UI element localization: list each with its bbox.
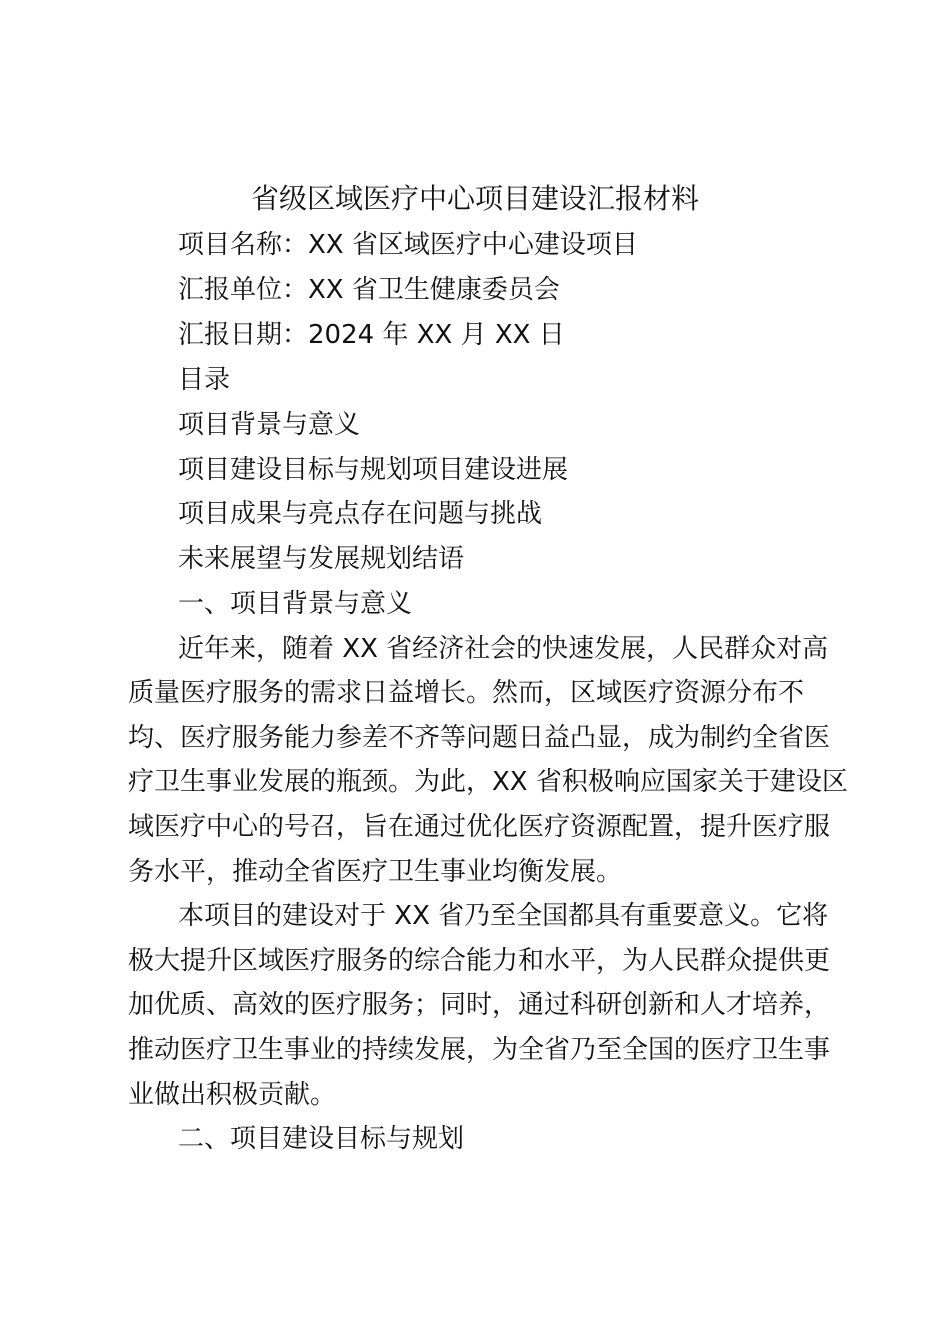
report-date-line: 汇报日期：2024 年 XX 月 XX 日 <box>178 320 565 350</box>
paragraph-1-line: 务水平，推动全省医疗卫生事业均衡发展。 <box>128 857 623 887</box>
toc-heading: 目录 <box>178 365 231 395</box>
toc-item: 项目成果与亮点存在问题与挑战 <box>178 499 543 529</box>
report-unit-line: 汇报单位：XX 省卫生健康委员会 <box>178 275 560 305</box>
paragraph-2-line: 加优质、高效的医疗服务；同时，通过科研创新和人才培养， <box>128 990 831 1020</box>
toc-item: 项目背景与意义 <box>178 410 361 440</box>
toc-item: 项目建设目标与规划项目建设进展 <box>178 455 569 485</box>
paragraph-1-line: 疗卫生事业发展的瓶颈。为此，XX 省积极响应国家关于建设区 <box>128 767 848 797</box>
paragraph-1-line: 域医疗中心的号召，旨在通过优化医疗资源配置，提升医疗服 <box>128 812 831 842</box>
paragraph-2-line: 极大提升区域医疗服务的综合能力和水平，为人民群众提供更 <box>128 946 831 976</box>
project-name-line: 项目名称：XX 省区域医疗中心建设项目 <box>178 230 638 260</box>
paragraph-1-line: 均、医疗服务能力参差不齐等问题日益凸显，成为制约全省医 <box>128 723 831 753</box>
section-heading-1: 一、项目背景与意义 <box>178 589 413 619</box>
paragraph-2-line: 推动医疗卫生事业的持续发展，为全省乃至全国的医疗卫生事 <box>128 1035 831 1065</box>
paragraph-2-line: 本项目的建设对于 XX 省乃至全国都具有重要意义。它将 <box>178 901 829 931</box>
toc-item: 未来展望与发展规划结语 <box>178 544 465 574</box>
paragraph-1-line: 近年来，随着 XX 省经济社会的快速发展，人民群众对高 <box>178 634 829 664</box>
section-heading-2: 二、项目建设目标与规划 <box>178 1124 465 1154</box>
paragraph-1-line: 质量医疗服务的需求日益增长。然而，区域医疗资源分布不 <box>128 678 805 708</box>
paragraph-2-line: 业做出积极贡献。 <box>128 1080 337 1110</box>
document-title: 省级区域医疗中心项目建设汇报材料 <box>250 182 699 215</box>
